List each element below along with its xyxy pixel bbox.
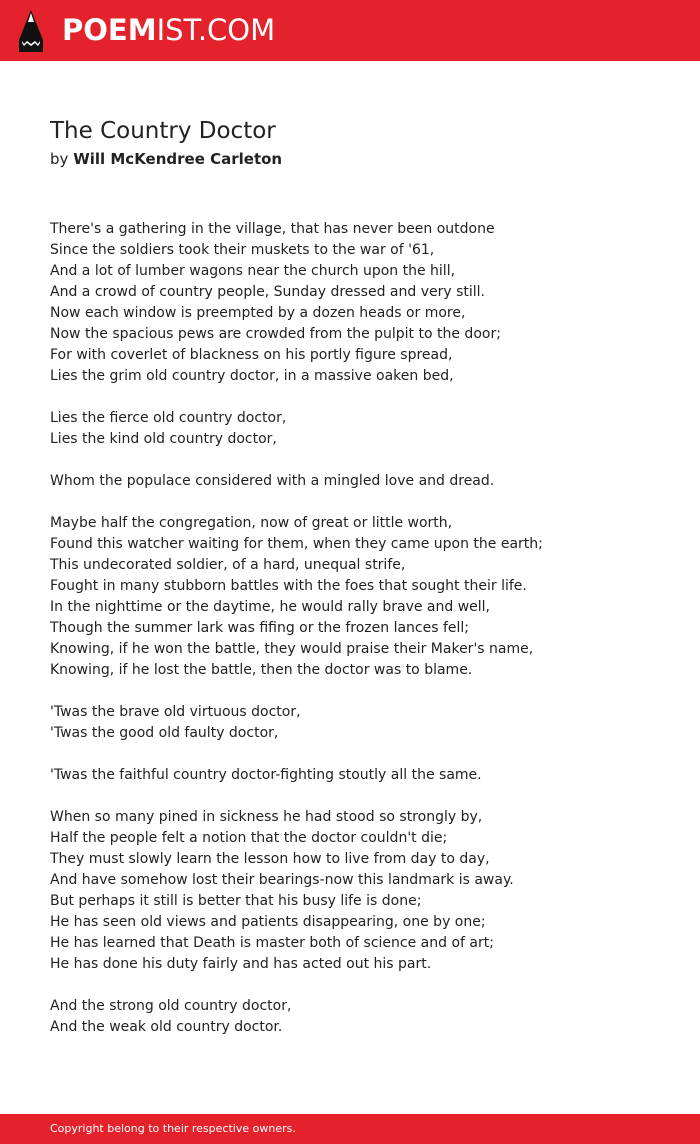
poem-line: He has seen old views and patients disappearing, one by one; <box>50 914 486 930</box>
poem-line: And the weak old country doctor. <box>50 1019 283 1035</box>
poem-author: Will McKendree Carleton <box>73 150 283 168</box>
poem-byline <box>50 148 282 170</box>
poem-line: Lies the fierce old country doctor, <box>50 410 287 426</box>
poem-line: Lies the kind old country doctor, <box>50 431 277 447</box>
poem-stanza <box>50 219 670 387</box>
poem-line: And a lot of lumber wagons near the church upon the hill, <box>50 263 456 279</box>
logo-light-text: IST.COM <box>156 13 276 47</box>
poem-line: There's a gathering in the village, that has never been outdone <box>50 221 495 237</box>
poem-line: Maybe half the congregation, now of great or little worth, <box>50 515 453 531</box>
poem-stanza <box>50 996 670 1038</box>
poem-line: And the strong old country doctor, <box>50 998 292 1014</box>
poem-stanza <box>50 807 670 975</box>
poem-stanza <box>50 765 670 786</box>
poem-stanza <box>50 513 670 681</box>
byline-prefix: by <box>50 150 69 168</box>
poem-line: Fought in many stubborn battles with the foes that sought their life. <box>50 578 527 594</box>
poem-line: They must slowly learn the lesson how to live from day to day, <box>50 851 490 867</box>
poem-line: Knowing, if he won the battle, they would praise their Maker's name, <box>50 641 534 657</box>
poem-line: Now each window is preempted by a dozen heads or more, <box>50 305 466 321</box>
logo-bold-text: POEM <box>62 13 157 47</box>
poem-line: 'Twas the good old faulty doctor, <box>50 725 279 741</box>
poem-body <box>50 219 670 1059</box>
poem-line: This undecorated soldier, of a hard, unequal strife, <box>50 557 406 573</box>
poem-line: Half the people felt a notion that the doctor couldn't die; <box>50 830 448 846</box>
poem-line: Whom the populace considered with a mingled love and dread. <box>50 473 495 489</box>
poem-line: Found this watcher waiting for them, when they came upon the earth; <box>50 536 543 552</box>
site-logo[interactable] <box>62 10 275 50</box>
poem-line: When so many pined in sickness he had stood so strongly by, <box>50 809 483 825</box>
poem-line: He has done his duty fairly and has acted out his part. <box>50 956 432 972</box>
poem-line: And have somehow lost their bearings-now this landmark is away. <box>50 872 514 888</box>
poem-line: Lies the grim old country doctor, in a massive oaken bed, <box>50 368 454 384</box>
pencil-tip-icon <box>18 10 44 52</box>
poem-title: The Country Doctor <box>50 118 276 144</box>
poem-line: Knowing, if he lost the battle, then the doctor was to blame. <box>50 662 473 678</box>
poem-line: And a crowd of country people, Sunday dressed and very still. <box>50 284 486 300</box>
poem-line: Now the spacious pews are crowded from the pulpit to the door; <box>50 326 501 342</box>
site-header <box>0 0 700 61</box>
poem-line: But perhaps it still is better that his busy life is done; <box>50 893 422 909</box>
poem-stanza <box>50 408 670 450</box>
poem-line: Since the soldiers took their muskets to the war of '61, <box>50 242 435 258</box>
poem-line: In the nighttime or the daytime, he would rally brave and well, <box>50 599 491 615</box>
poem-stanza <box>50 471 670 492</box>
poem-line: Though the summer lark was fifing or the frozen lances fell; <box>50 620 470 636</box>
copyright-notice: Copyright belong to their respective owners. <box>50 1122 296 1135</box>
site-footer <box>0 1114 700 1144</box>
poem-line: He has learned that Death is master both of science and of art; <box>50 935 494 951</box>
poem-line: 'Twas the brave old virtuous doctor, <box>50 704 301 720</box>
poem-stanza <box>50 702 670 744</box>
poem-line: For with coverlet of blackness on his portly figure spread, <box>50 347 453 363</box>
poem-line: 'Twas the faithful country doctor-fighting stoutly all the same. <box>50 767 482 783</box>
